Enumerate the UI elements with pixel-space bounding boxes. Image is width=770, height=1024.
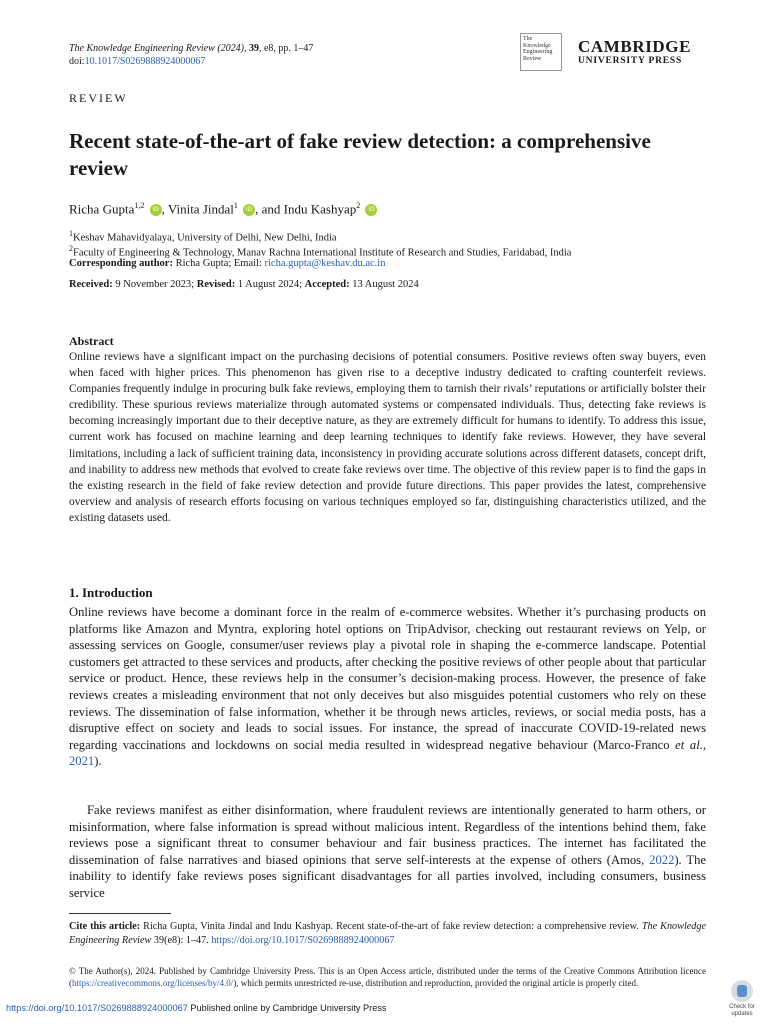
email-link[interactable]: richa.gupta@keshav.du.ac.in: [264, 258, 386, 269]
reference-link[interactable]: 2021: [69, 754, 95, 769]
cite-journal: The Knowledge Engineering Review: [69, 921, 707, 946]
cite-text: Richa Gupta, Vinita Jindal and Indu Kashyap. Recent state-of-the-art of fake review detection: a comprehensive review.: [140, 921, 642, 932]
affiliation-sup: 1: [69, 229, 73, 238]
doi-line: [69, 55, 205, 68]
author-affil-sup: 2: [356, 201, 361, 210]
check-updates-icon: [731, 980, 753, 1002]
orcid-icon[interactable]: iD: [243, 204, 255, 216]
author-name: Indu Kashyap: [283, 201, 357, 217]
author-affil-sup: 1: [233, 201, 238, 210]
cite-tail: 39(e8): 1–47.: [151, 935, 212, 946]
orcid-icon[interactable]: iD: [365, 204, 377, 216]
copyright-text: ), which permits unrestricted re-use, distribution and reproduction, provided the original article is properly cited.: [233, 978, 639, 989]
publisher-name: CAMBRIDGE: [578, 37, 692, 56]
corresponding-text: Richa Gupta; Email:: [172, 258, 265, 269]
badge-line: updates: [731, 1010, 753, 1017]
author-list: [69, 198, 377, 217]
page-footer: [6, 1003, 387, 1013]
footnote-divider: [69, 913, 171, 914]
paragraph-text: ).: [94, 754, 102, 769]
journal-name: The Knowledge Engineering Review: [69, 43, 215, 54]
paragraph-text: ). The inability to identify fake reviews poses significant disadvantages for all parties involved, including consumers, business service: [69, 852, 706, 900]
cite-doi-link[interactable]: https://doi.org/10.1017/S0269888924000067: [211, 935, 395, 946]
cite-this-article: [69, 920, 706, 948]
paragraph-text: Online reviews have become a dominant force in the realm of e-commerce websites. Whether it’s purchasing products on platforms like Amazon and Myntra, exploring hotel options on TripAdvisor, checking out restaurant reviews on Yelp, or assessing services on Google, consumer/user reviews play a pivotal role in shaping the e-commerce landscape. Potential customers get attracted to these services and products, after checking the positive reviews of other people about that particular service or product. Hence, these reviews help in the consumer’s decision-making process. However, the presence of fake reviews creates a misleading environment that not only deceives but also misguides potential customers who rely on these reviews. The dissemination of false information, whether it be through news articles, reviews, or social media posts, has a disruptive effect on society and leads to social issues. For instance, the spread of inaccurate COVID-19-related news regarding vaccinations and lockdowns on social media resulted in widespread negative behaviour (Marco-Franco: [69, 605, 706, 752]
paragraph-text: Fake reviews manifest as either disinformation, where fraudulent reviews are intentionally generated to harm others, or misinformation, where false information is spread without malicious intent. Regardless of the intentions behind them, fake reviews pose a significant threat to consumer behaviour and fair business practices. The internet has facilitated the dissemination of false narratives and biased opinions that serve self-interests at the expense of others (Amos,: [69, 803, 706, 867]
article-type: REVIEW: [69, 91, 128, 105]
body-paragraph: [69, 802, 706, 902]
received-label: Received:: [69, 279, 113, 290]
doi-link[interactable]: 10.1017/S0269888924000067: [84, 56, 206, 67]
author-name: Richa Gupta: [69, 201, 135, 217]
section-heading: 1. Introduction: [69, 585, 153, 600]
journal-pages: , e8, pp. 1–47: [258, 43, 314, 54]
reference-link[interactable]: 2022: [649, 852, 675, 867]
journal-year: (2024),: [217, 43, 249, 54]
received-date: 9 November 2023;: [112, 279, 197, 290]
abstract-heading: Abstract: [69, 334, 114, 348]
author-affil-sup: 1,2: [134, 201, 145, 210]
license-link[interactable]: https://creativecommons.org/licenses/by/4.0/: [72, 978, 234, 989]
doi-prefix: doi:: [69, 56, 85, 67]
publisher-logo: [578, 38, 691, 67]
affiliation-sup: 2: [69, 244, 73, 253]
accepted-date: 13 August 2024: [349, 279, 419, 290]
paragraph-italic: et al.: [675, 737, 703, 752]
corresponding-label: Corresponding author:: [69, 258, 173, 269]
corresponding-author: [69, 257, 719, 271]
badge-line: Check for: [729, 1004, 755, 1010]
author-sep: ,: [161, 201, 168, 217]
footer-published: Published online by Cambridge University Press: [187, 1003, 387, 1013]
article-dates: [69, 279, 419, 290]
journal-citation-line: [69, 42, 313, 55]
article-title: Recent state-of-the-art of fake review detection: a comprehensive review: [69, 129, 651, 180]
journal-volume: 39: [248, 43, 259, 54]
paragraph-text: ,: [702, 737, 706, 752]
footer-doi-link[interactable]: https://doi.org/10.1017/S0269888924000067: [6, 1003, 188, 1013]
affiliation-text: Keshav Mahavidyalaya, University of Delhi, New Delhi, India: [73, 232, 337, 244]
abstract-text: Online reviews have a significant impact on the purchasing decisions of potential consumers. Positive reviews often sway buyers, even when faced with higher prices. This phenomenon has given rise to a deceptive industry dedicated to crafting counterfeit reviews. Companies frequently indulge in procuring bulk fake reviews, employing them to tarnish their rivals’ reputations or artificially bolster their credibility. These spurious reviews materialize through automated systems or compensated individuals. Thus, detecting fake reviews is becoming increasingly important due to their deceptive nature, as they are extremely difficult for humans to identify. To address this issue, current work has focused on machine learning and deep learning techniques to identify fake reviews. However, they have several limitations, including a lack of sufficient training data, inconsistency in providing accurate solutions across different datasets, concept drift, and inability to address new methods that evolved to create fake reviews over time. The objective of this review paper is to find the gaps in the existing research in the field of fake review detection and provide future directions. This paper provides the latest, comprehensive overview and analysis of research efforts focusing on various techniques employed so far, distinguishing characteristics utilized, and the existing datasets used.: [69, 351, 706, 524]
cite-label: Cite this article:: [69, 921, 141, 932]
affiliation-text: Faculty of Engineering & Technology, Manav Rachna International Institute of Research and Studies, Faridabad, India: [73, 247, 572, 259]
revised-date: 1 August 2024;: [235, 279, 305, 290]
orcid-icon[interactable]: iD: [150, 204, 162, 216]
copyright-notice: [69, 965, 706, 989]
author-name: Vinita Jindal: [167, 201, 234, 217]
revised-label: Revised:: [196, 279, 236, 290]
journal-logo: The Knowledge Engineering Review: [520, 33, 562, 71]
body-paragraph: [69, 604, 706, 770]
copyright-text: © The Author(s), 2024. Published by Cambridge University Press. This is an Open Access article, distributed under the terms of the Creative Commons Attribution licence (: [69, 966, 706, 989]
publisher-subname: UNIVERSITY PRESS: [578, 56, 683, 66]
author-sep: , and: [255, 201, 284, 217]
accepted-label: Accepted:: [304, 279, 350, 290]
check-for-updates-badge[interactable]: [727, 980, 757, 1017]
